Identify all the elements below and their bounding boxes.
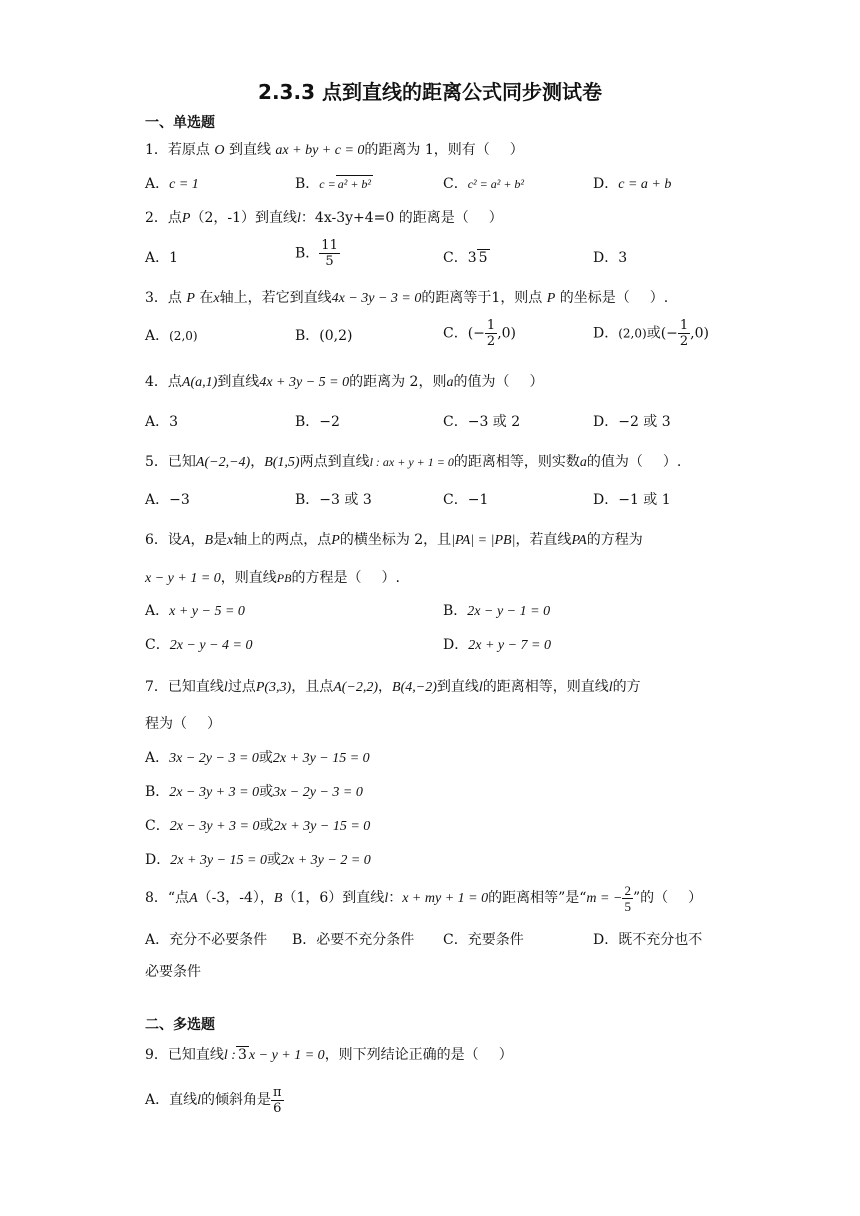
q2-option-d[interactable]: D．3: [593, 250, 628, 266]
q5-option-d[interactable]: D．−1 或 1: [593, 492, 671, 508]
q9-option-a[interactable]: A．直线l的倾斜角是 $\frac{\pi}{6}$: [145, 1084, 282, 1116]
q1-option-b[interactable]: B．c = a² + b²: [295, 176, 372, 192]
q8-option-b[interactable]: B．必要不充分条件: [292, 932, 415, 948]
question-7-line-2: 程为（ ）: [145, 716, 221, 732]
question-7-line-1: 7．已知直线l过点P(3,3)，且点A(−2,2)，B(4,−2)到直线l的距离相等，则直线l的方: [145, 679, 641, 695]
section-multiple-choice: 二、多选题: [145, 1017, 215, 1033]
question-2: 2．点P（2，-1）到直线l：4x-3y+4=0 的距离是（ ）: [145, 210, 503, 226]
q6-option-c[interactable]: C．2x − y − 4 = 0: [145, 637, 253, 653]
q2-option-c[interactable]: C．3 5: [443, 250, 488, 266]
q1-option-a[interactable]: A．c = 1: [145, 176, 199, 192]
question-8: 8．“点A（-3，-4），B（1，6）到直线l：x + my + 1 = 0的距离相等”是“m = − $\frac{2}{5}$ ”的（ ）: [145, 882, 703, 914]
q4-option-b[interactable]: B．−2: [295, 414, 340, 430]
section-single-choice: 一、单选题: [145, 115, 215, 131]
q1-option-d[interactable]: D．c = a + b: [593, 176, 672, 192]
q5-option-b[interactable]: B．−3 或 3: [295, 492, 372, 508]
q8-option-d-continued: 必要条件: [145, 964, 201, 980]
question-9: 9．已知直线l : 3 x − y + 1 = 0，则下列结论正确的是（ ）: [145, 1047, 513, 1063]
question-6-line-2: x − y + 1 = 0，则直线PB的方程是（ ）.: [145, 570, 400, 586]
q3-option-d[interactable]: D．(2,0)或(− $\frac{1}{2}$ ,0): [593, 318, 709, 349]
question-3: 3．点 P 在x轴上，若它到直线4x − 3y − 3 = 0的距离等于1，则点 P 的坐标是（ ）.: [145, 290, 669, 306]
q2-option-a[interactable]: A．1: [145, 250, 179, 266]
q6-option-a[interactable]: A．x + y − 5 = 0: [145, 603, 245, 619]
question-4: 4．点A(a,1)到直线4x + 3y − 5 = 0的距离为 2，则a的值为（ ）: [145, 374, 544, 390]
q4-option-c[interactable]: C．−3 或 2: [443, 414, 521, 430]
q7-option-c[interactable]: C．2x − 3y + 3 = 0或2x + 3y − 15 = 0: [145, 818, 371, 834]
q6-option-d[interactable]: D．2x + y − 7 = 0: [443, 637, 552, 653]
q3-option-c[interactable]: C．(− $\frac{1}{2}$ ,0): [443, 318, 517, 349]
q8-option-a[interactable]: A．充分不必要条件: [145, 932, 268, 948]
page-title: 2.3.3 点到直线的距离公式同步测试卷: [258, 80, 602, 104]
q4-option-a[interactable]: A．3: [145, 414, 179, 430]
q6-option-b[interactable]: B．2x − y − 1 = 0: [443, 603, 551, 619]
q7-option-d[interactable]: D．2x + 3y − 15 = 0或2x + 3y − 2 = 0: [145, 852, 371, 868]
q5-option-c[interactable]: C．−1: [443, 492, 489, 508]
q3-option-b[interactable]: B．(0,2): [295, 328, 353, 344]
q3-option-a[interactable]: A．(2,0): [145, 328, 198, 344]
question-1: 1．若原点 O 到直线 ax + by + c = 0的距离为 1，则有（ ）: [145, 142, 524, 158]
question-5: 5．已知A(−2,−4)，B(1,5)两点到直线l : ax + y + 1 = 0的距离相等，则实数a的值为（ ）.: [145, 454, 682, 470]
q1-option-c[interactable]: C．c² = a² + b²: [443, 176, 525, 192]
question-6-line-1: 6．设A，B是x轴上的两点，点P的横坐标为 2，且|PA| = |PB|，若直线PA的方程为: [145, 532, 643, 548]
q8-option-c[interactable]: C．充要条件: [443, 932, 524, 948]
q2-option-b[interactable]: B． $\frac{11}{5}$: [295, 238, 338, 269]
q4-option-d[interactable]: D．−2 或 3: [593, 414, 671, 430]
q7-option-a[interactable]: A．3x − 2y − 3 = 0或2x + 3y − 15 = 0: [145, 750, 370, 766]
q8-option-d[interactable]: D．既不充分也不: [593, 932, 703, 948]
q5-option-a[interactable]: A．−3: [145, 492, 190, 508]
q7-option-b[interactable]: B．2x − 3y + 3 = 0或3x − 2y − 3 = 0: [145, 784, 363, 800]
